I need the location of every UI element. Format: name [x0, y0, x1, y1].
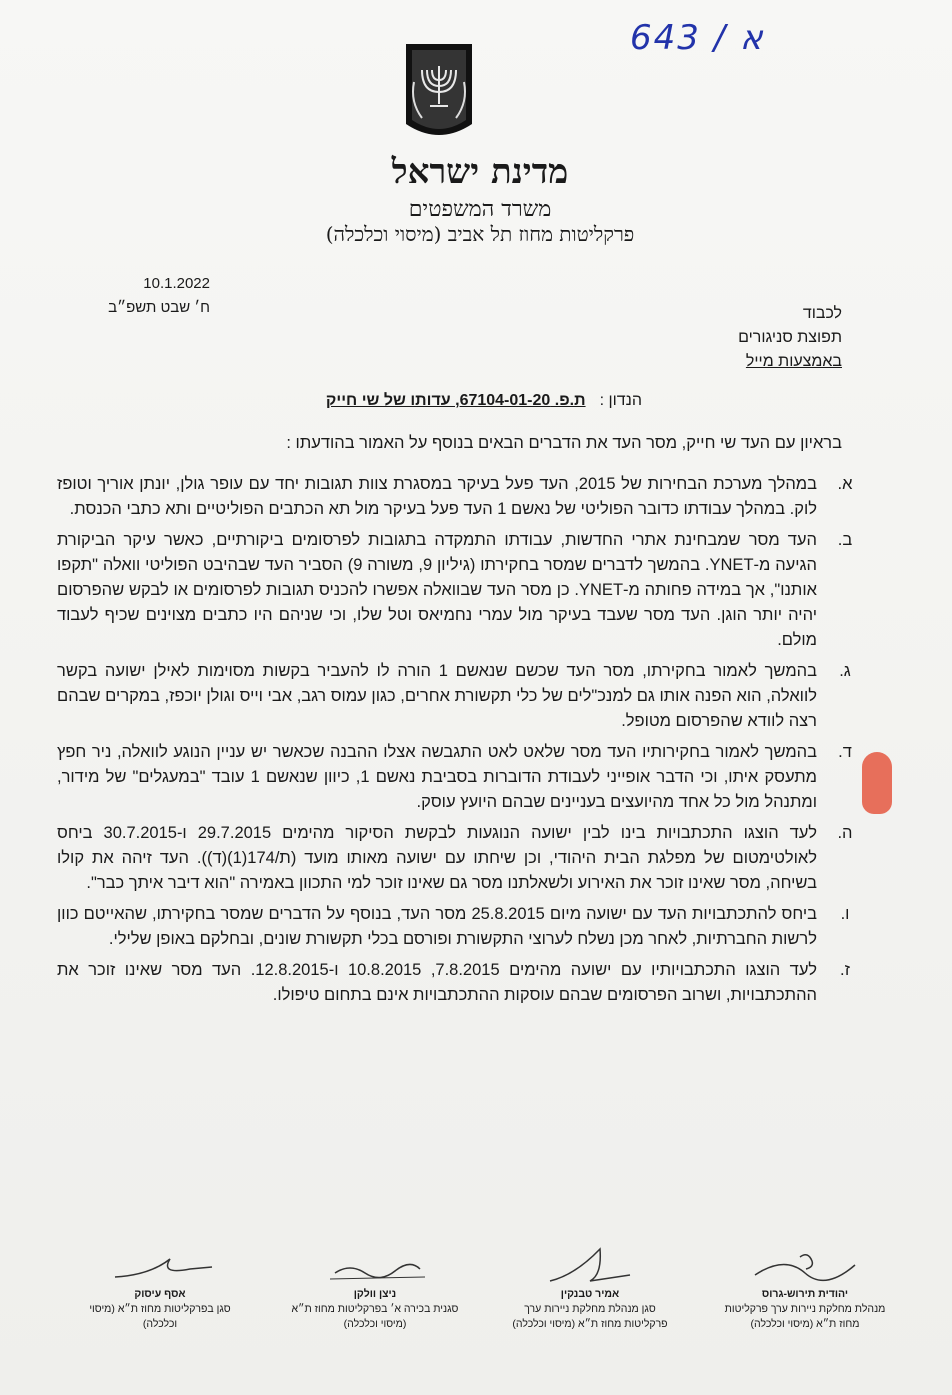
- item-letter: א.: [837, 475, 853, 493]
- gregorian-date: 10.1.2022: [143, 275, 210, 292]
- list-item: [57, 821, 857, 896]
- signature-scribble-icon: [100, 1245, 220, 1285]
- item-text: לעד הוצגו התכתבויותיו עם ישועה מהימים 7.8.2015, 10.8.2015 ו-12.8.2015. העד מסר שאינו זוכר את ההתכתבויות, ושרוב הפרסומים שבהם עוסקות ההתכתבויות אינם בתחום טיפולו.: [57, 961, 818, 1004]
- recipient-name: תפוצת סניגורים: [738, 329, 842, 346]
- item-letter: ו.: [840, 905, 850, 923]
- item-letter: ב.: [837, 531, 853, 549]
- hebrew-date: ח׳ שבט תשפ״ב: [108, 299, 210, 316]
- list-item: [57, 659, 857, 734]
- recipient-via: באמצעות מייל: [745, 353, 842, 370]
- office-title: פרקליטות מחוז תל אביב (מיסוי וכלכלה): [325, 222, 635, 246]
- list-item: [57, 528, 857, 653]
- signer-title: סגנית בכירה א׳ בפרקליטות מחוז ת״א (מיסוי וכלכלה): [291, 1303, 459, 1330]
- date-block: [60, 272, 210, 320]
- ministry-title: משרד המשפטים: [408, 197, 552, 222]
- redaction-mark: [862, 752, 892, 814]
- item-text: בהמשך לאמור בחקירתו, מסר העד שכשם שנאשם 1 הורה לו להעביר בקשות מסוימות לאילן ישועה בקשר לוואלה, הוא הפנה אותו גם למנכ"לים של כלי תקשורת אחרים, כגון עמוס רגב, אבי וייס וגולן יוכפז, במקרים שבהם רצה לוודא שהפרסום מטופל.: [57, 662, 817, 730]
- item-text: במהלך מערכת הבחירות של 2015, העד פעל בעיקר במסגרת צוות תגובות יחד עם עופר גולן, יונתן אוריך וטופז לוק. במהלך עבודתו כדובר הפוליטי של נאשם 1 העד פעל בעיקר מול תא הכתבים הפוליטיים ותא כתבי הכנסת.: [57, 475, 817, 518]
- item-text: ביחס להתכתבויות העד עם ישועה מיום 25.8.2015 מסר העד, בנוסף על הדברים שמסר בחקירתו, שהאייטם כוון לרשות החברתיות, לאחר מכן נשלח לערוצי התקשורת ופורסם בכלי תקשורת שונים, ובחלקם באופן שלילי.: [57, 905, 818, 948]
- signer-name: ניצן וולקן: [353, 1288, 397, 1300]
- signature-block: [505, 1245, 675, 1332]
- signature-block: [290, 1245, 460, 1332]
- recipient-block: [542, 302, 842, 374]
- signature-scribble-icon: [315, 1245, 435, 1285]
- signature-scribble-icon: [530, 1245, 650, 1285]
- intro-paragraph: בראיון עם העד שי חייק, מסר העד את הדברים הבאים בנוסף על האמור בהודעתו :: [286, 434, 842, 452]
- signer-name: אמיר טבנקין: [560, 1288, 620, 1300]
- signature-row: [60, 1245, 890, 1375]
- item-text: לעד הוצגו התכתבויות בינו לבין ישועה הנוגעות לבקשת הסיקור מהימים 29.7.2015 ו-30.7.2015 ביחס לאולטימטום של מפלגת הבית היהודי, וכן שיחתו עם ישועה מאותו מועד (ת/174(1)(ד)). העד זיהה את קולו בשיחה, מסר שאינו זוכר את האירוע ולשאלתנו מסר גם שאינו זוכר למי התכוון באמירה "הוא דיבר איתך כבר".: [57, 824, 817, 892]
- signer-name: יהודית תירוש-גרוס: [761, 1288, 849, 1300]
- signature-block: [720, 1245, 890, 1332]
- signature-scribble-icon: [745, 1245, 865, 1285]
- list-item: [57, 958, 857, 1008]
- state-emblem-icon: [402, 42, 476, 146]
- handwritten-file-number: 643 / א: [630, 18, 765, 58]
- item-letter: ז.: [840, 961, 850, 979]
- list-item: [57, 472, 857, 522]
- list-item: [57, 740, 857, 815]
- list-item: [57, 902, 857, 952]
- signer-name: אסף עיסוק: [134, 1288, 186, 1300]
- signer-title: מנהלת מחלקת ניירות ערך פרקליטות מחוז ת״א (מיסוי וכלכלה): [724, 1303, 886, 1330]
- signer-title: סגן בפרקליטות מחוז ת״א (מיסוי וכלכלה): [89, 1303, 231, 1330]
- signer-title: סגן מנהלת מחלקת ניירות ערך פרקליטות מחוז ת״א (מיסוי וכלכלה): [512, 1303, 668, 1330]
- subject-label: הנדון :: [599, 392, 642, 409]
- item-letter: ה.: [837, 824, 853, 842]
- item-list: [57, 472, 857, 1014]
- signature-block: [75, 1245, 245, 1332]
- item-text: בהמשך לאמור בחקירותיו העד מסר שלאט לאט התגבשה אצלו ההבנה שכאשר יש עניין הנוגע לוואלה, ניר חפץ מתעסק איתו, וכי הדבר אופייני לעבודת הדוברות בסביבת נאשם 1, כיוון שנאשם 1 עובד "במעגלים" של מידור, ומתנהל מול כל אחד מהיועצים בעניינים שבהם היועץ עוסק.: [57, 743, 817, 811]
- item-letter: ג.: [839, 662, 851, 680]
- item-letter: ד.: [838, 743, 852, 761]
- subject-value: ת.פ. 67104-01-20, עדותו של שי חייק: [325, 392, 586, 409]
- item-text: העד מסר שמבחינת אתרי החדשות, עבודתו התמקדה בתגובות לפרסומים ביקורתיים, כאשר עיקר הביקורת הגיעה מ-YNET. בהמשך לדברים שמסר בחקירתו (גיליון 9, משורה 9) הסביר העד שבהיבט הפוליטי וואלה "תקפו אותנו", אך במידה פחותה מ-YNET. כן מסר העד שבוואלה אפשרו להכניס תגובות לפרסומים או לבקש שהפרסום יהיה יותר הוגן. העד מסר שעבד בעיקר מול עמרי נחמיאס וטל שלו, וכי שניהם היו כתבים מצוינים שכיף לעבוד מולם.: [57, 531, 817, 649]
- recipient-to-label: לכבוד: [802, 305, 842, 322]
- subject-line: [222, 392, 642, 410]
- state-title: מדינת ישראל: [391, 152, 569, 192]
